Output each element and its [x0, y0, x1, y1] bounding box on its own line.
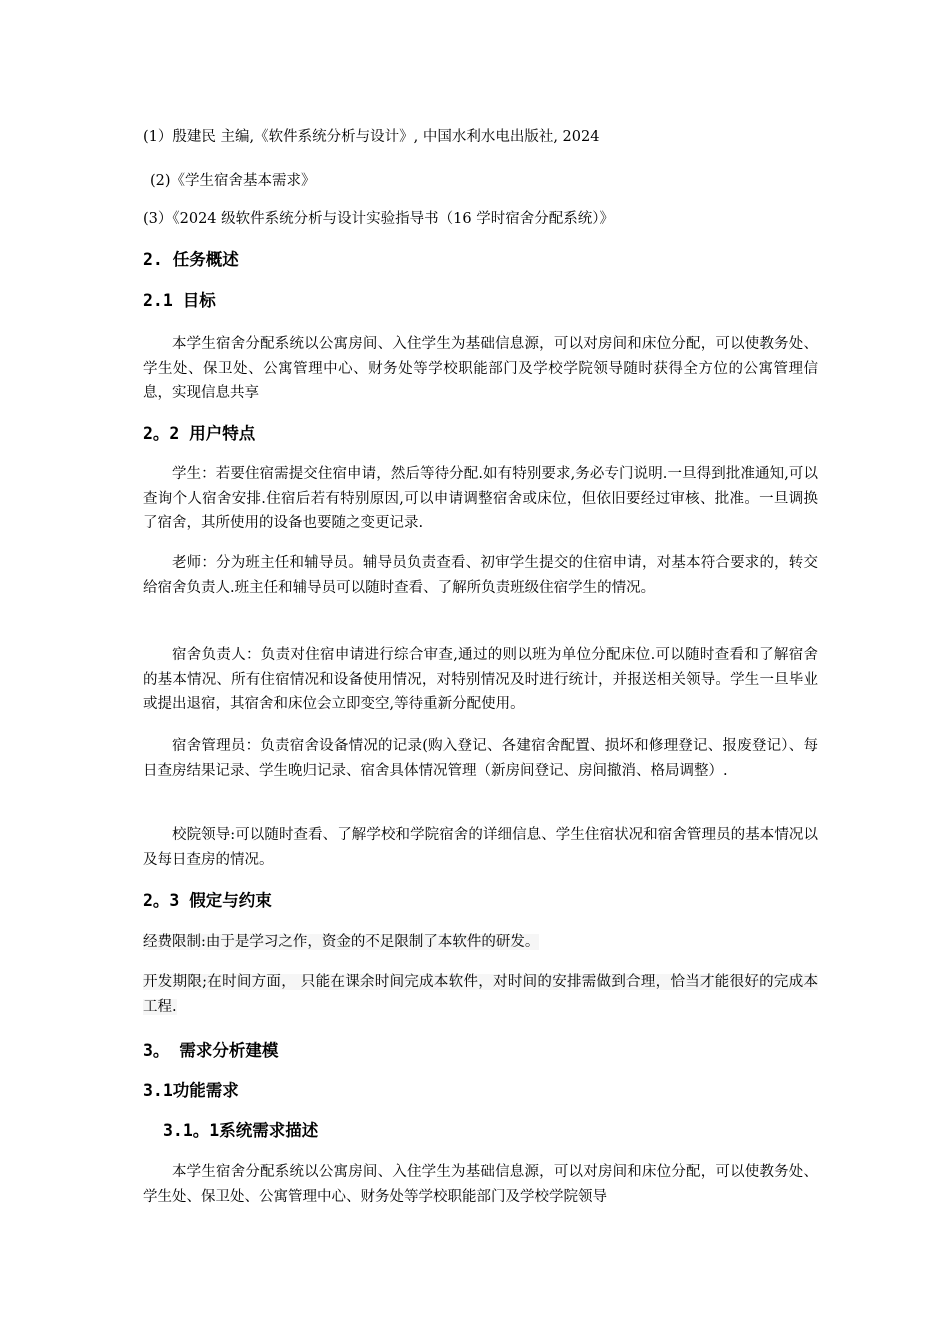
user-student-paragraph: 学生：若要住宿需提交住宿申请，然后等待分配.如有特别要求,务必专门说明.一旦得到批准通知,可以查询个人宿舍安排.住宿后若有特别原因,可以申请调整宿舍或床位，但依旧要经过审核、批准。一旦调换了宿舍，其所使用的设备也要随之变更记录. — [143, 466, 818, 531]
user-dorm-head-paragraph: 宿舍负责人：负责对住宿申请进行综合审查,通过的则以班为单位分配床位.可以随时查看和了解宿舍的基本情况、所有住宿情况和设备使用情况，对特别情况及时进行统计，并报送相关领导。学生一旦毕业或提出退宿，其宿舍和床位会立即变空,等待重新分配使用。 — [143, 647, 818, 712]
constraint-budget — [143, 930, 539, 955]
reference-3: (3）《2024 级软件系统分析与设计实验指导书（16 学时宿舍分配系统）》 — [143, 211, 614, 227]
heading-requirements-modeling: 3。 需求分析建模 — [143, 1041, 279, 1060]
heading-functional-requirements: 3.1功能需求 — [143, 1081, 239, 1100]
reference-2: (2)《学生宿舍基本需求》 — [150, 173, 316, 189]
constraint-schedule-text: 开发期限;在时间方面， 只能在课余时间完成本软件，对时间的安排需做到合理，恰当才能很好的完成本工程. — [143, 974, 818, 1015]
heading-user-characteristics: 2。2 用户特点 — [143, 424, 256, 443]
system-requirements-paragraph: 本学生宿舍分配系统以公寓房间、入住学生为基础信息源，可以对房间和床位分配，可以使教务处、学生处、保卫处、公寓管理中心、财务处等学校职能部门及学校学院领导 — [143, 1164, 818, 1205]
constraint-schedule — [143, 970, 818, 1019]
heading-task-overview: 2. 任务概述 — [143, 250, 239, 269]
reference-1: (1）殷建民 主编,《软件系统分析与设计》, 中国水利水电出版社, 2024 — [143, 129, 600, 145]
goal-paragraph: 本学生宿舍分配系统以公寓房间、入住学生为基础信息源，可以对房间和床位分配，可以使教务处、学生处、保卫处、公寓管理中心、财务处等学校职能部门及学校学院领导随时获得全方位的公寓管理信息，实现信息共享 — [143, 336, 818, 401]
heading-goal: 2.1 目标 — [143, 291, 216, 310]
heading-assumptions-constraints: 2。3 假定与约束 — [143, 891, 272, 910]
user-dorm-admin-paragraph: 宿舍管理员：负责宿舍设备情况的记录(购入登记、各建宿舍配置、损坏和修理登记、报废登记）、每日查房结果记录、学生晚归记录、宿舍具体情况管理（新房间登记、房间撤消、格局调整）. — [143, 738, 818, 779]
user-leader-paragraph: 校院领导:可以随时查看、了解学校和学院宿舍的详细信息、学生住宿状况和宿舍管理员的基本情况以及每日查房的情况。 — [143, 827, 818, 868]
heading-system-requirements-description: 3.1。1系统需求描述 — [163, 1121, 319, 1140]
user-teacher-paragraph: 老师：分为班主任和辅导员。辅导员负责查看、初审学生提交的住宿申请，对基本符合要求的，转交给宿舍负责人.班主任和辅导员可以随时查看、了解所负责班级住宿学生的情况。 — [143, 555, 818, 596]
constraint-budget-text: 经费限制:由于是学习之作，资金的不足限制了本软件的研发。 — [143, 934, 540, 950]
